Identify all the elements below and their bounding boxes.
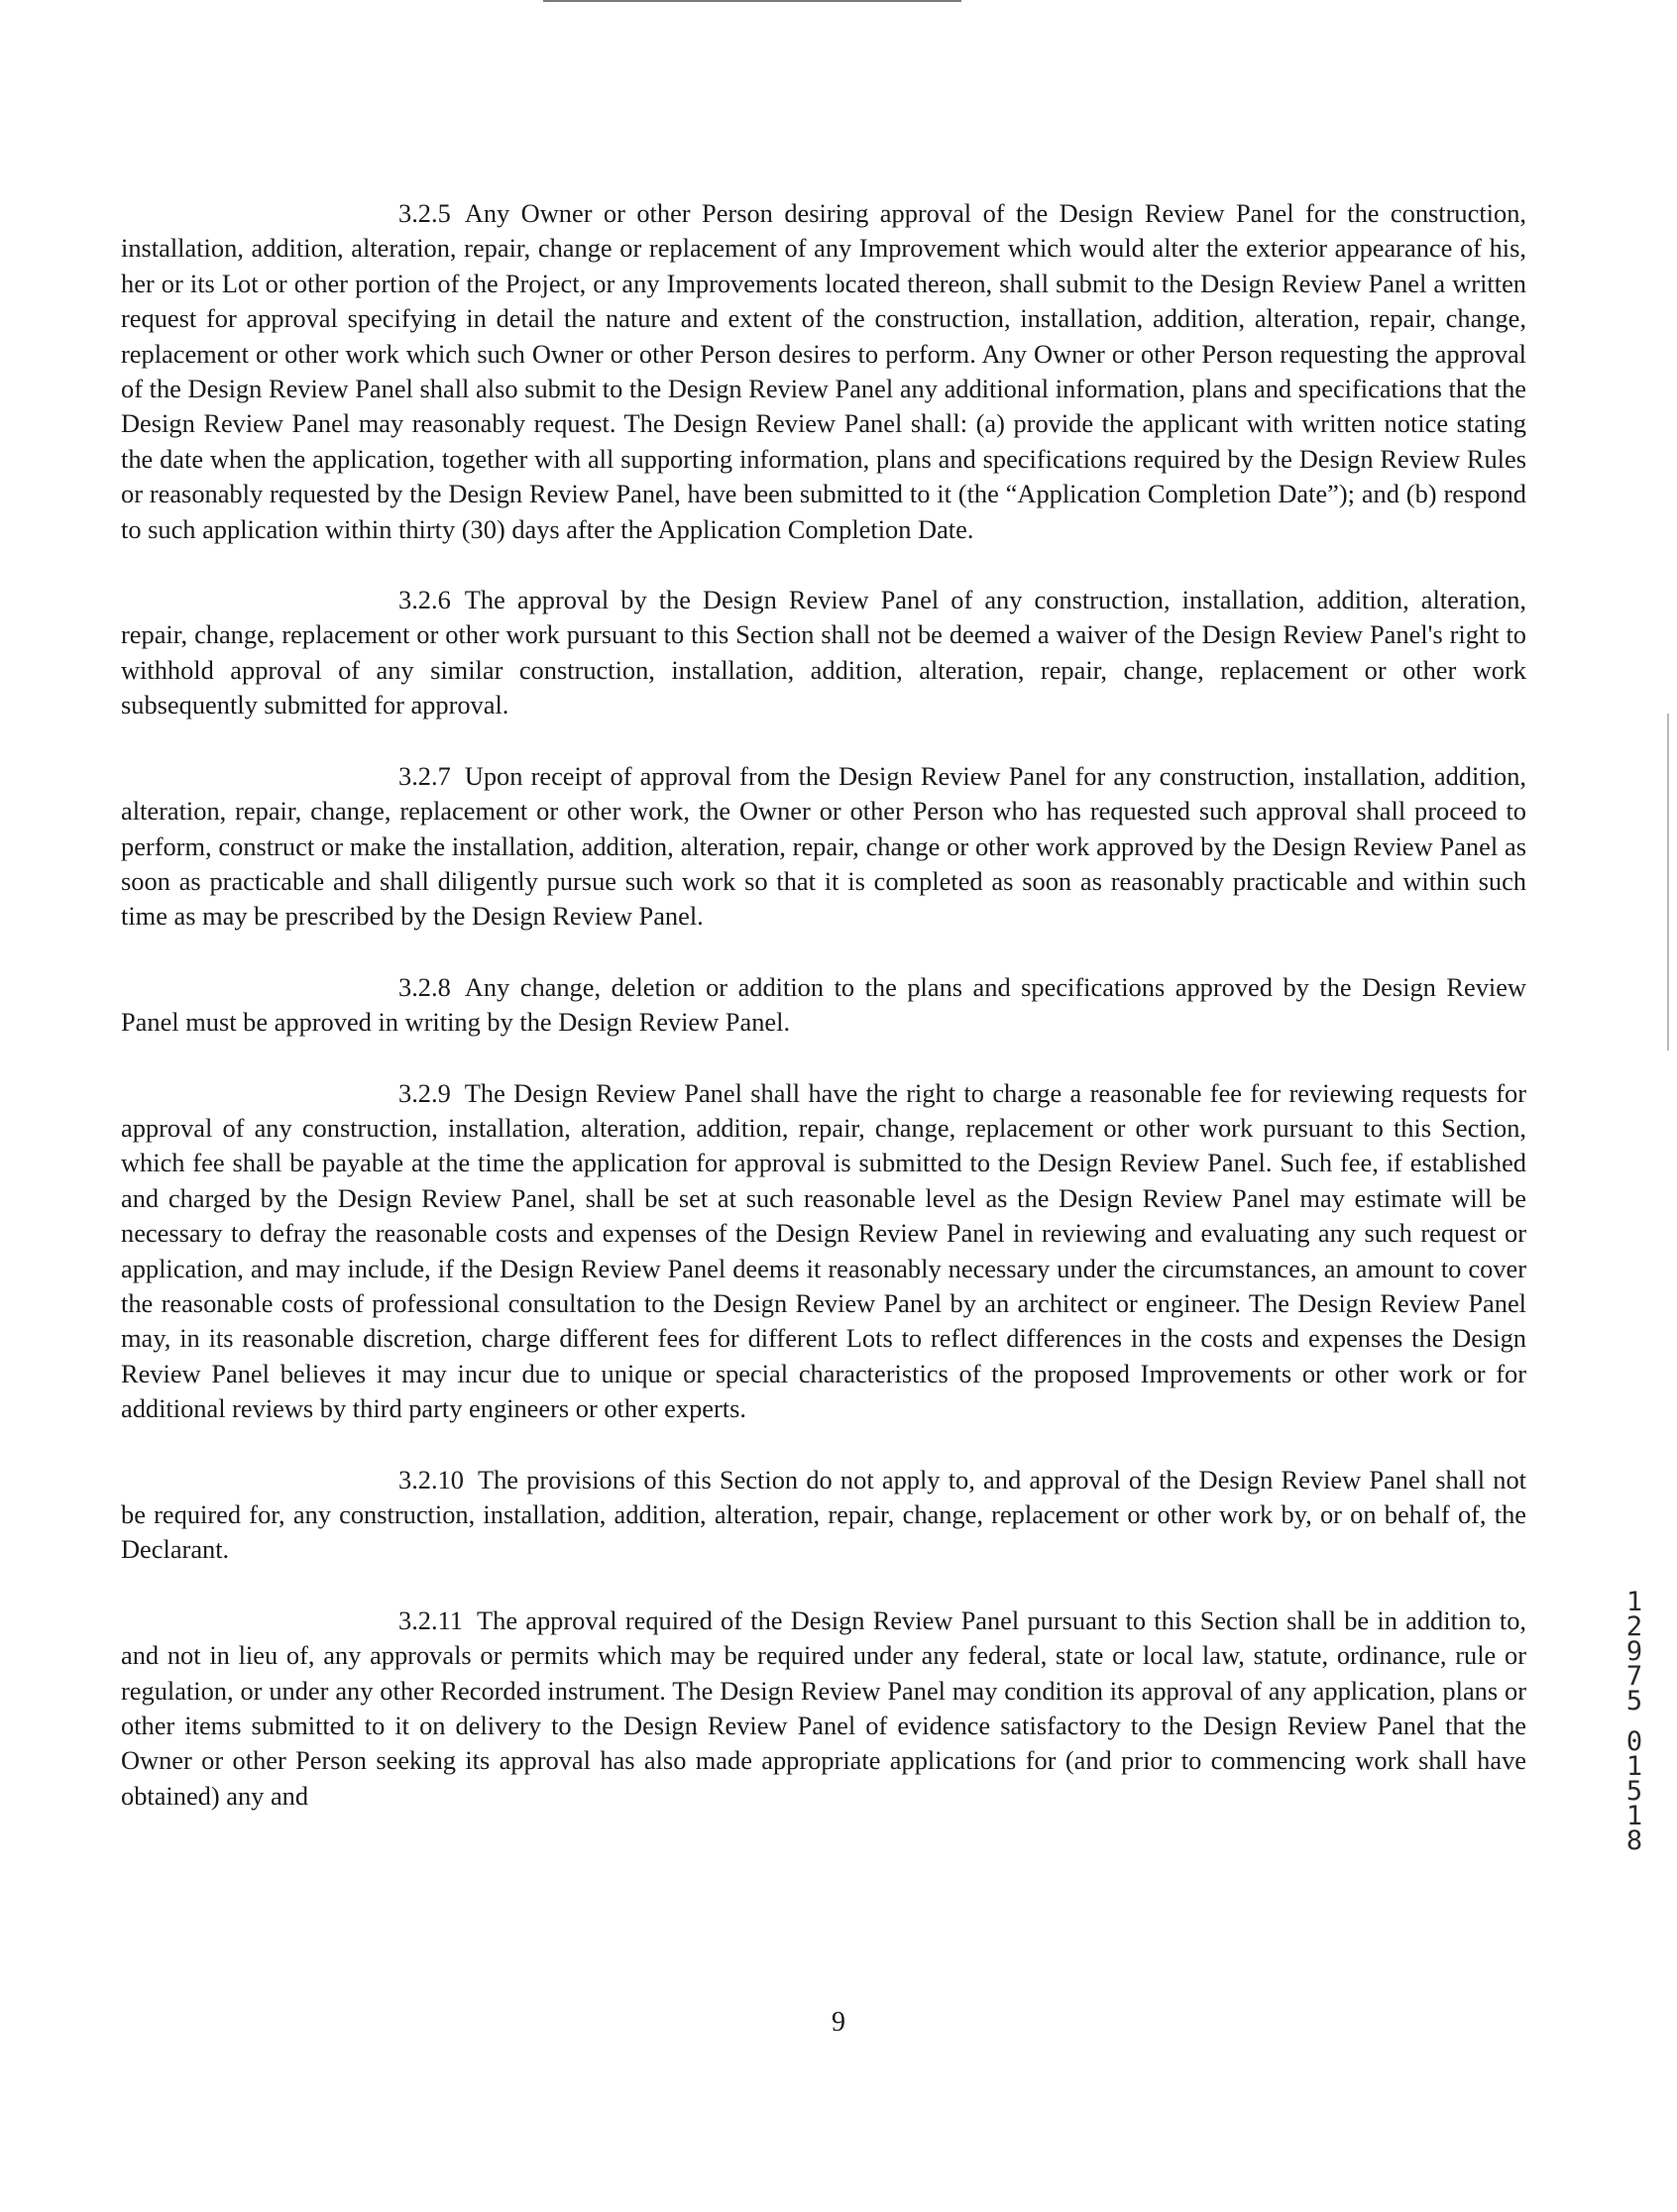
stamp-digit: 5 — [1625, 1776, 1643, 1807]
section-number: 3.2.8 — [398, 971, 451, 1002]
paragraph-3-2-8 — [121, 970, 1526, 1041]
paragraph-3-2-11 — [121, 1604, 1526, 1814]
section-number: 3.2.10 — [398, 1464, 464, 1494]
top-scan-rule — [543, 0, 961, 2]
stamp-digit: 9 — [1625, 1636, 1643, 1667]
paragraph-3-2-6 — [121, 583, 1526, 723]
stamp-digit: 1 — [1625, 1751, 1643, 1782]
section-number: 3.2.9 — [398, 1077, 451, 1108]
page-number: 9 — [832, 2007, 845, 2038]
paragraph-text: Upon receipt of approval from the Design Review Panel for any construction, installation, addition, alteration, repair, change, replacement or other work, the Owner or other Person who has requested such approval shall proceed to perform, construct or make the installation, addition, alteration, repair, change or other work approved by the Design Review Panel as soon as practicable and shall diligently pursue such work so that it is completed as soon as reasonably practicable and within such time as may be prescribed by the Design Review Panel. — [121, 760, 1526, 932]
stamp-digit: 5 — [1625, 1686, 1643, 1716]
section-number: 3.2.11 — [398, 1604, 463, 1635]
paragraph-text: The approval by the Design Review Panel of any construction, installation, addition, alteration, repair, change, replacement or other work pursuant to this Section shall not be deemed a waiver of the Design Review Panel's right to withhold approval of any similar construction, installation, addition, alteration, repair, change, replacement or other work subsequently submitted for approval. — [121, 585, 1526, 720]
paragraph-3-2-9 — [121, 1076, 1526, 1427]
section-number: 3.2.5 — [398, 198, 451, 228]
paragraph-3-2-7 — [121, 759, 1526, 935]
document-body — [121, 196, 1526, 1848]
paragraph-text: The provisions of this Section do not apply to, and approval of the Design Review Panel shall not be required for, any construction, installation, addition, alteration, repair, change, replacement or other work by, or on behalf of, the Declarant. — [121, 1464, 1526, 1565]
stamp-digit: 7 — [1625, 1661, 1643, 1692]
stamp-digit: 2 — [1625, 1611, 1643, 1642]
section-number: 3.2.7 — [398, 760, 451, 791]
stamp-digit: 8 — [1625, 1825, 1643, 1856]
stamp-digit: 0 — [1625, 1726, 1643, 1757]
scan-edge-mark — [1667, 714, 1669, 1051]
paragraph-text: Any Owner or other Person desiring approval of the Design Review Panel for the construction, installation, addition, alteration, repair, change or replacement of any Improvement which would alter the exterior appearance of his, her or its Lot or other portion of the Project, or any Improvements located thereon, shall submit to the Design Review Panel a written request for approval specifying in detail the nature and extent of the construction, installation, addition, alteration, repair, change, replacement or other work which such Owner or other Person desires to perform. Any Owner or other Person requesting the approval of the Design Review Panel shall also submit to the Design Review Panel any additional information, plans and specifications that the Design Review Panel may reasonably request. The Design Review Panel shall: (a) provide the applicant with written notice stating the date when the application, together with all supporting information, plans and specifications required by the Design Review Rules or reasonably requested by the Design Review Panel, have been submitted to it (the “Application Completion Date”); and (b) respond to such application within thirty (30) days after the Application Completion Date. — [121, 198, 1526, 544]
paragraph-text: Any change, deletion or addition to the plans and specifications approved by the Design Review Panel must be approved in writing by the Design Review Panel. — [121, 971, 1526, 1038]
paragraph-text: The approval required of the Design Review Panel pursuant to this Section shall be in addition to, and not in lieu of, any approvals or permits which may be required under any federal, state or local law, statute, ordinance, rule or regulation, or under any other Recorded instrument. The Design Review Panel may condition its approval of any application, plans or other items submitted to it on delivery to the Design Review Panel of evidence satisfactory to the Design Review Panel that the Owner or other Person seeking its approval has also made appropriate applications for (and prior to commencing work shall have obtained) any and — [121, 1604, 1526, 1811]
stamp-digit: 1 — [1625, 1801, 1643, 1831]
paragraph-text: The Design Review Panel shall have the right to charge a reasonable fee for reviewing requests for approval of any construction, installation, alteration, addition, repair, change, replacement or other work pursuant to this Section, which fee shall be payable at the time the application for approval is submitted to the Design Review Panel. Such fee, if established and charged by the Design Review Panel, shall be set at such reasonable level as the Design Review Panel may estimate will be necessary to defray the reasonable costs and expenses of the Design Review Panel in reviewing and evaluating any such request or application, and may include, if the Design Review Panel deems it reasonably necessary under the circumstances, an amount to cover the reasonable costs of professional consultation to the Design Review Panel by an architect or engineer. The Design Review Panel may, in its reasonable discretion, charge different fees for different Lots to reflect differences in the costs and expenses the Design Review Panel believes it may incur due to unique or special characteristics of the proposed Improvements or other work or for additional reviews by third party engineers or other experts. — [121, 1077, 1526, 1424]
stamp-digit: 1 — [1625, 1587, 1643, 1617]
paragraph-3-2-5 — [121, 196, 1526, 547]
section-number: 3.2.6 — [398, 585, 451, 615]
paragraph-3-2-10 — [121, 1463, 1526, 1568]
recording-stamp — [1618, 1587, 1651, 1856]
